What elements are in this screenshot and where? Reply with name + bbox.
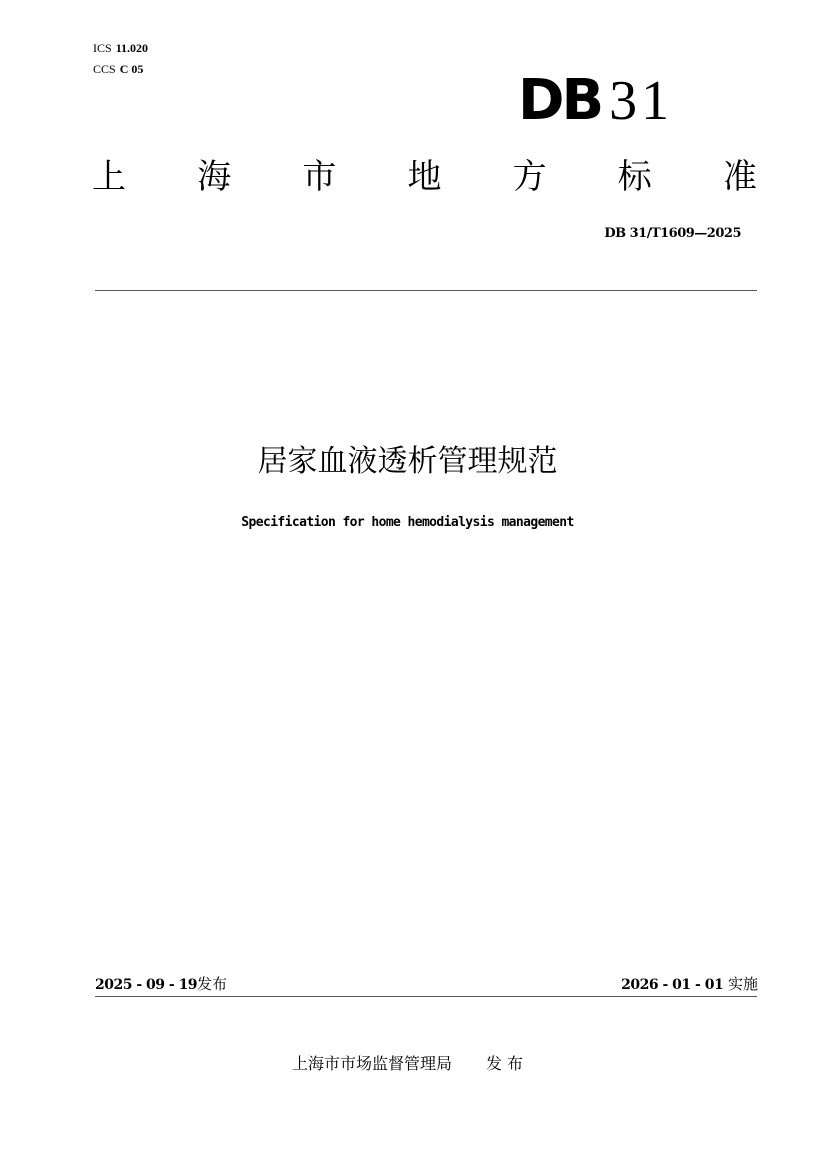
ics-label: ICS <box>93 41 112 55</box>
db-logo-letters: DB <box>518 68 602 133</box>
implement-label: 实施 <box>727 975 758 993</box>
publisher-org: 上海市市场监督管理局 <box>291 1054 452 1073</box>
standard-type-char: 海 <box>197 157 232 197</box>
implement-date-line <box>621 974 758 995</box>
standard-type-char: 市 <box>302 157 337 197</box>
publisher-line <box>0 1053 815 1075</box>
release-date: 2025 - 09 - 19 <box>95 977 198 993</box>
ccs-label: CCS <box>93 62 116 76</box>
document-title-en: Specification for home hemodialysis management <box>241 515 574 530</box>
ccs-line <box>93 62 143 76</box>
standard-type-char: 地 <box>407 157 442 197</box>
implement-date: 2026 - 01 - 01 <box>621 977 724 993</box>
standard-type-heading <box>92 156 757 198</box>
release-label: 发布 <box>197 975 228 993</box>
standard-type-char: 准 <box>722 157 757 197</box>
standard-number: DB 31/T1609—2025 <box>604 226 741 241</box>
standard-type-char: 上 <box>92 157 126 197</box>
ccs-code: C 05 <box>119 62 144 76</box>
ics-code: 11.020 <box>115 41 149 55</box>
ics-line <box>93 41 148 55</box>
db-logo-number: 31 <box>609 70 674 132</box>
standard-type-char: 标 <box>617 157 652 197</box>
release-date-line <box>95 974 227 995</box>
bottom-divider <box>95 996 757 997</box>
publisher-action: 发 布 <box>485 1054 524 1073</box>
standard-type-char: 方 <box>512 157 547 197</box>
document-title-zh: 居家血液透析管理规范 <box>257 444 558 479</box>
top-divider <box>95 290 757 291</box>
db-logo <box>518 66 673 136</box>
